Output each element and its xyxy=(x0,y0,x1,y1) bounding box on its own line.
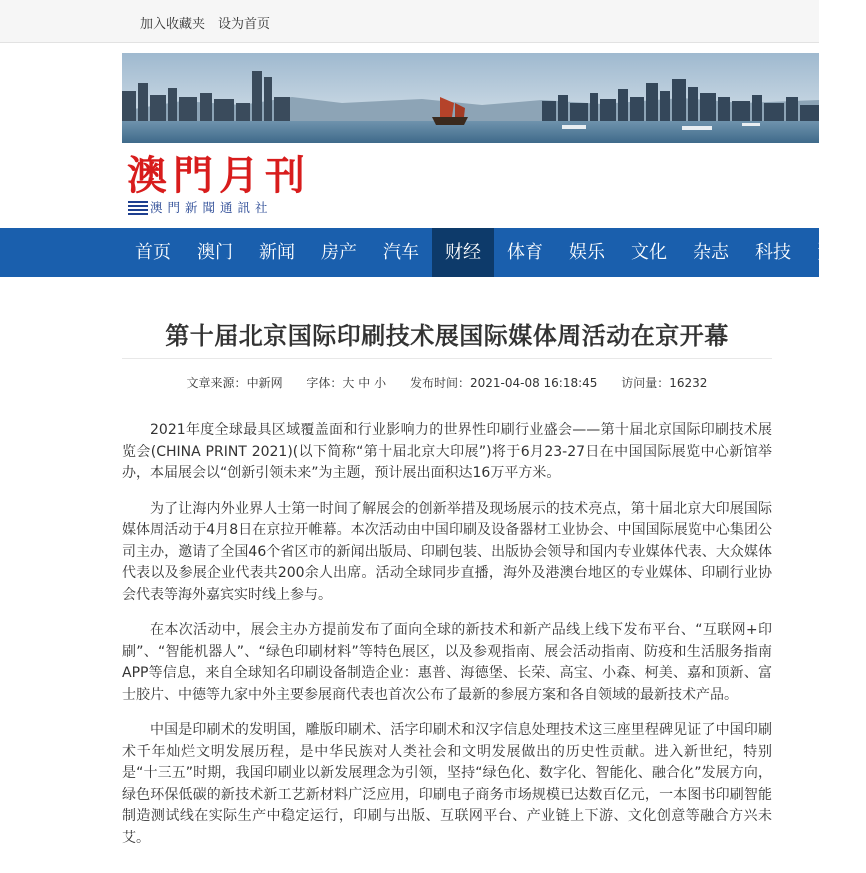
views-label: 访问量： xyxy=(621,376,670,390)
article-paragraph: 为了让海内外业界人士第一时间了解展会的创新举措及现场展示的技术亮点，第十届北京大印展国际媒体周活动于4月8日在京拉开帷幕。本次活动由中国印刷及设备器材工业协会、中国国际展览中心集团公司主办，邀请了全国46个省区市的新闻出版局、印刷包装、出版协会领导和国内专业媒体代表、大众媒体代表以及参展企业代表共200余人出席。活动全球同步直播，海外及港澳台地区的专业媒体、印刷行业协会代表等海外嘉宾实时线上参与。 xyxy=(122,500,772,603)
nav-item-culture[interactable]: 文化 xyxy=(631,242,667,263)
view-count: 16232 xyxy=(669,376,708,390)
font-size-control xyxy=(306,376,386,390)
nav-item-magazine[interactable]: 杂志 xyxy=(693,242,729,263)
nav-item-tech[interactable]: 科技 xyxy=(755,242,791,263)
article-paragraph: 2021年度全球最具区域覆盖面和行业影响力的世界性印刷行业盛会——第十届北京国际印刷技术展览会(CHINA PRINT 2021)(以下简称“第十届北京大印展”)将于6月23-27日在中国国际展览中心新馆举办，本届展会以“创新引领未来”为主题，预计展出面积达16万平方米。 xyxy=(122,422,772,481)
title-divider xyxy=(122,358,772,359)
font-medium-button[interactable]: 中 xyxy=(358,376,371,390)
header-banner-image xyxy=(122,53,819,143)
nav-item-news[interactable]: 新闻 xyxy=(259,242,295,263)
article-paragraph: 中国是印刷术的发明国，雕版印刷术、活字印刷术和汉字信息处理技术这三座里程碑见证了中国印刷术千年灿烂文明发展历程，是中华民族对人类社会和文明发展做出的历史性贡献。进入新世纪，特别是“十三五”时期，我国印刷业以新发展理念为引领，坚持“绿色化、数字化、智能化、融合化”发展方向，绿色环保低碳的新技术新工艺新材料广泛应用，印刷电子商务市场规模已达数百亿元，一本图书印刷智能制造测试线在实际生产中稳定运行，印刷与出版、互联网平台、产业链上下游、文化创意等融合方兴未艾。 xyxy=(122,722,772,846)
font-label: 字体： xyxy=(306,376,343,390)
article-body xyxy=(122,420,772,863)
nav-item-sports[interactable]: 体育 xyxy=(507,242,543,263)
nav-item-auto[interactable]: 汽车 xyxy=(383,242,419,263)
source-meta xyxy=(187,376,283,390)
main-nav xyxy=(0,228,853,277)
views-meta xyxy=(621,376,707,390)
nav-item-macau[interactable]: 澳门 xyxy=(197,242,233,263)
add-favorite-link[interactable]: 加入收藏夹 xyxy=(140,17,206,32)
article-title: 第十届北京国际印刷技术展国际媒体周活动在京开幕 xyxy=(165,322,729,350)
source-value: 中新网 xyxy=(246,376,283,390)
article-paragraph: 在本次活动中，展会主办方提前发布了面向全球的新技术和新产品线上线下发布平台、“互联网+印刷”、“智能机器人”、“绿色印刷材料”等特色展区，以及参观指南、展会活动指南、防疫和生活服务指南APP等信息，来自全球知名印刷设备制造企业：惠普、海德堡、长荣、高宝、小森、柯美、嘉和顶新、富士胶片、中德等九家中外主要参展商代表也首次公布了最新的参展方案和各自领域的最新技术产品。 xyxy=(122,622,772,703)
logo-decoration xyxy=(128,201,148,217)
time-meta xyxy=(410,376,597,390)
time-label: 发布时间： xyxy=(409,376,470,390)
article-meta xyxy=(122,374,772,391)
top-utility-bar xyxy=(0,0,819,43)
logo-title: 澳門月刊 xyxy=(127,152,311,199)
font-large-button[interactable]: 大 xyxy=(342,376,355,390)
site-logo[interactable] xyxy=(124,153,324,221)
nav-item-home[interactable]: 首页 xyxy=(135,242,171,263)
logo-subtitle: 澳門新聞通訊社 xyxy=(150,200,273,215)
source-label: 文章来源： xyxy=(186,376,247,390)
nav-item-info[interactable]: 资讯 xyxy=(817,242,853,263)
set-home-link[interactable]: 设为首页 xyxy=(218,17,271,32)
nav-item-finance[interactable]: 财经 xyxy=(432,228,494,277)
publish-time: 2021-04-08 16:18:45 xyxy=(469,376,598,390)
nav-item-entertainment[interactable]: 娱乐 xyxy=(569,242,605,263)
font-small-button[interactable]: 小 xyxy=(374,376,387,390)
nav-item-property[interactable]: 房产 xyxy=(321,242,357,263)
